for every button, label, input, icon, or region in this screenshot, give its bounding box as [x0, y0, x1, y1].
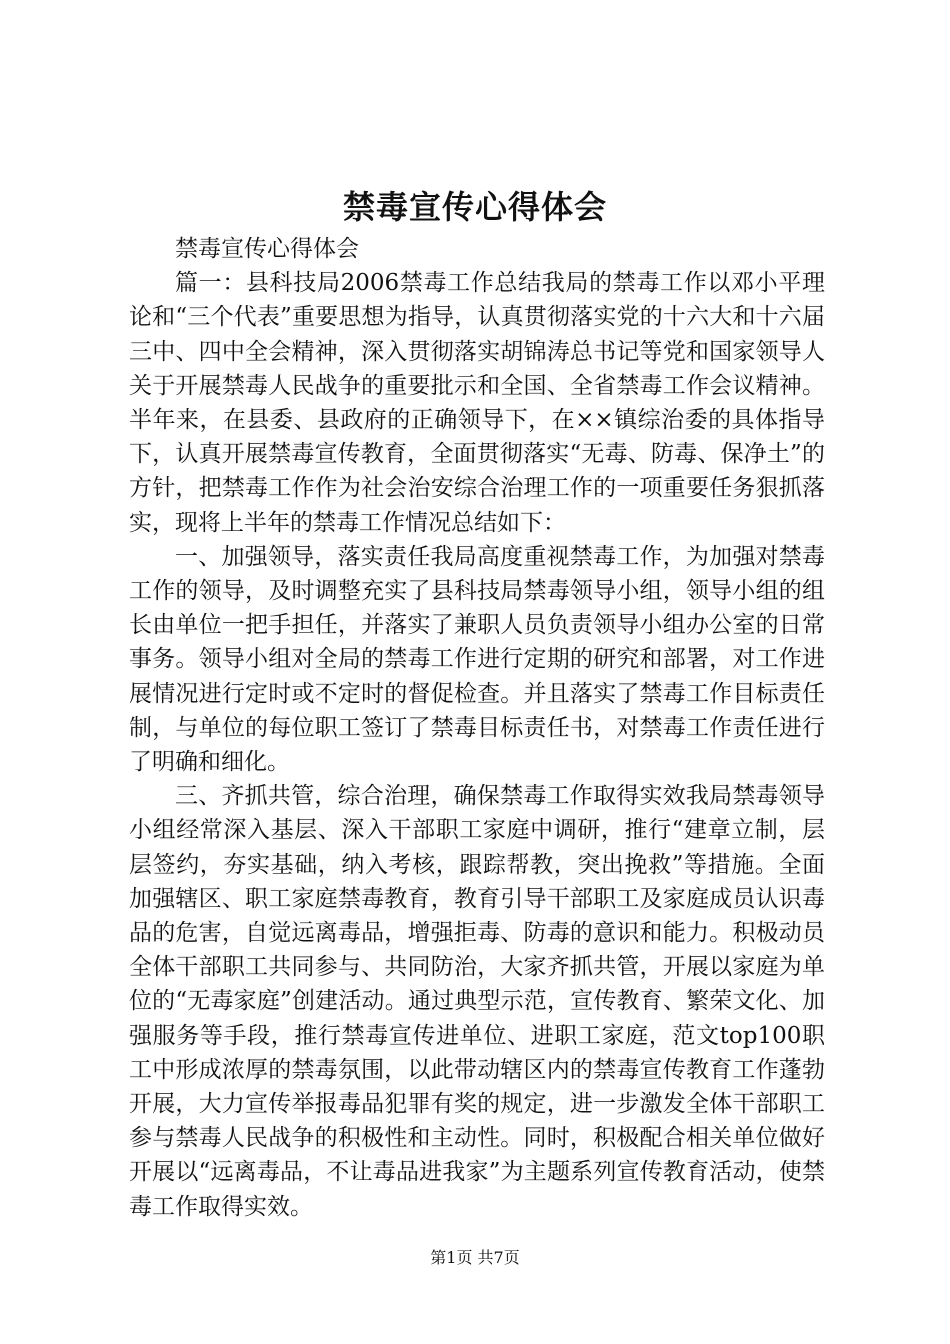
paragraph-section-one: 一、加强领导，落实责任我局高度重视禁毒工作，为加强对禁毒工作的领导，及时调整充实了县科技局禁毒领导小组，领导小组的组长由单位一把手担任，并落实了兼职人员负责领导小组办公室的日常事务。领导小组对全局的禁毒工作进行定期的研究和部署，对工作进展情况进行定时或不定时的督促检查。并且落实了禁毒工作目标责任制，与单位的每位职工签订了禁毒目标责任书，对禁毒工作责任进行了明确和细化。 [129, 543, 825, 776]
paragraph-section-three: 三、齐抓共管，综合治理，确保禁毒工作取得实效我局禁毒领导小组经常深入基层、深入干部职工家庭中调研，推行“建章立制，层层签约，夯实基础，纳入考核，跟踪帮教，突出挽救”等措施。全面加强辖区、职工家庭禁毒教育，教育引导干部职工及家庭成员认识毒品的危害，自觉远离毒品，增强拒毒、防毒的意识和能力。积极动员全体干部职工共同参与、共同防治，大家齐抓共管，开展以家庭为单位的“无毒家庭”创建活动。通过典型示范，宣传教育、繁荣文化、加强服务等手段，推行禁毒宣传进单位、进职工家庭，范文top100职工中形成浓厚的禁毒氛围，以此带动辖区内的禁毒宣传教育工作蓬勃开展，大力宣传举报毒品犯罪有奖的规定，进一步激发全体干部职工参与禁毒人民战争的积极性和主动性。同时，积极配合相关单位做好开展以“远离毒品，不让毒品进我家”为主题系列宣传教育活动，使禁毒工作取得实效。 [129, 783, 825, 1220]
page-indicator: 第1页 共7页 [430, 1248, 520, 1267]
paragraph-subtitle: 禁毒宣传心得体会 [175, 236, 359, 262]
page-footer [0, 1247, 950, 1269]
document-body [129, 232, 825, 1224]
paragraph-intro: 篇一：县科技局2006禁毒工作总结我局的禁毒工作以邓小平理论和“三个代表”重要思想为指导，认真贯彻落实党的十六大和十六届三中、四中全会精神，深入贯彻落实胡锦涛总书记等党和国家领导人关于开展禁毒人民战争的重要批示和全国、全省禁毒工作会议精神。半年来，在县委、县政府的正确领导下，在××镇综治委的具体指导下，认真开展禁毒宣传教育，全面贯彻落实“无毒、防毒、保净土”的方针，把禁毒工作作为社会治安综合治理工作的一项重要任务狠抓落实，现将上半年的禁毒工作情况总结如下： [129, 270, 825, 536]
document-title: 禁毒宣传心得体会 [342, 188, 607, 226]
